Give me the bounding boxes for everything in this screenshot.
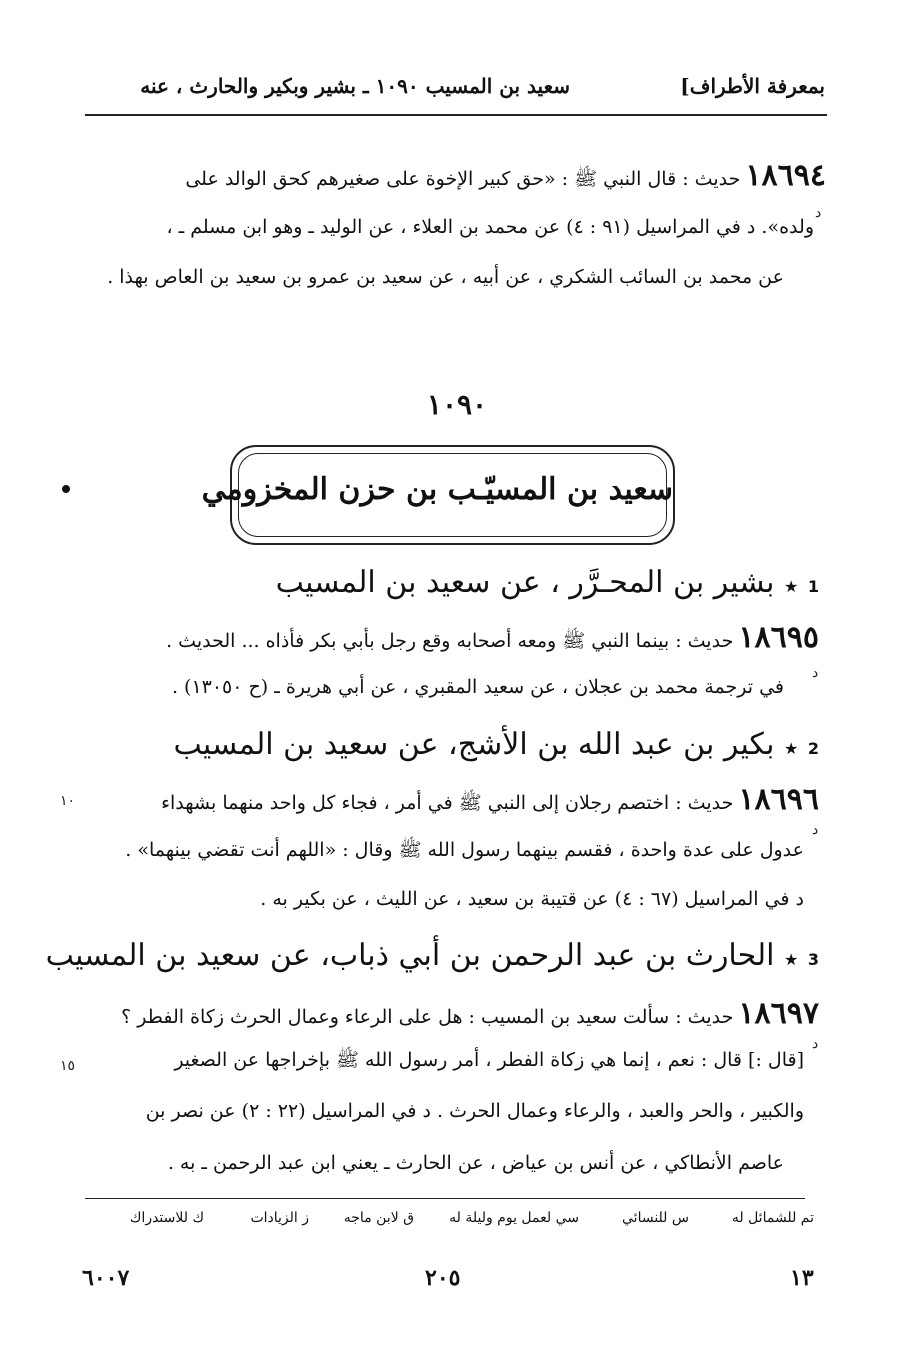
hadith-18695-line2: في ترجمة محمد بن عجلان ، عن سعيد المقبري ، عن أبي هريرة ـ (ح ١٣٠٥٠) . — [171, 676, 784, 698]
margin-d-mark: د — [815, 205, 822, 221]
line-number-10: ١٠ — [60, 793, 76, 809]
hadith-18697-line2: [قال :] قال : نعم ، إنما هي زكاة الفطر ، أمر رسول الله ﷺ بإخراجها عن الصغير — [174, 1049, 804, 1071]
hadith-number: ١٨٦٩٧ — [738, 996, 819, 1031]
siglum-istidrak: ك للاستدراك — [129, 1210, 204, 1226]
siglum-nasai: س للنسائي — [622, 1210, 689, 1226]
section-title: سعيد بن المسيّـب بن حزن المخزومي — [201, 472, 673, 507]
hadith-18697-line1 — [121, 996, 819, 1031]
hadith-18697-line4: عاصم الأنطاكي ، عن أنس بن عياض ، عن الحارث ـ يعني ابن عبد الرحمن ـ به . — [167, 1152, 784, 1174]
hadith-text: حديث : سألت سعيد بن المسيب : هل على الرعاء وعمال الحرث زكاة الفطر ؟ — [121, 1006, 734, 1028]
hadith-18697-line3: والكبير ، والحر والعبد ، والرعاء وعمال الحرث . د في المراسيل (٢٢ : ٢) عن نصر بن — [145, 1100, 804, 1122]
hadith-18695-line1 — [166, 620, 819, 657]
narrator-heading-2 — [173, 727, 819, 762]
narrator-title: بكير بن عبد الله بن الأشج، عن سعيد بن المسيب — [173, 727, 775, 762]
narrator-index: 3 — [807, 950, 819, 969]
narrator-title: بشير بن المحـرَّر ، عن سعيد بن المسيب — [275, 565, 775, 600]
margin-d-mark: د — [812, 1036, 819, 1052]
star-icon: ★ — [783, 739, 799, 758]
margin-d-mark: د — [812, 665, 819, 681]
section-number: ١٠٩٠ — [426, 388, 488, 421]
hadith-18694-line1 — [185, 158, 826, 195]
hadith-18696-line2: عدول على عدة واحدة ، فقسم بينهما رسول الله ﷺ وقال : «اللهم أنت تقضي بينهما» . — [125, 839, 804, 861]
narrator-index: 1 — [807, 577, 819, 596]
hadith-text: حديث : قال النبي ﷺ : «حق كبير الإخوة على صغيرهم كحق الوالد على — [185, 168, 741, 190]
hadith-text: حديث : اختصم رجلان إلى النبي ﷺ في أمر ، فجاء كل واحد منهما بشهداء — [161, 792, 734, 814]
line-number-15: ١٥ — [60, 1058, 76, 1074]
hadith-18694-line2: ولده». د في المراسيل (٩١ : ٤) عن محمد بن العلاء ، عن الوليد ـ وهو ابن مسلم ـ ، — [166, 216, 814, 238]
hadith-18696-line1 — [161, 782, 819, 819]
narrator-heading-3 — [46, 938, 819, 973]
hadith-18694-line3: عن محمد بن السائب الشكري ، عن أبيه ، عن سعيد بن عمرو بن سعيد بن العاص بهذا . — [107, 266, 784, 288]
header-rule — [85, 114, 827, 116]
hadith-number: ١٨٦٩٤ — [745, 158, 826, 193]
narrator-index: 2 — [807, 739, 819, 758]
siglum-ibn-majah: ق لابن ماجه — [343, 1210, 414, 1226]
narrator-heading-1 — [276, 565, 819, 600]
footer-volume-number: ٦٠٠٧ — [82, 1265, 130, 1291]
hadith-number: ١٨٦٩٥ — [738, 620, 819, 655]
hadith-number: ١٨٦٩٦ — [738, 782, 819, 817]
narrator-title: الحارث بن عبد الرحمن بن أبي ذباب، عن سعيد بن المسيب — [45, 938, 775, 973]
footer-part-number: ١٣ — [790, 1265, 814, 1291]
margin-dot — [62, 485, 70, 493]
running-header — [85, 70, 825, 110]
siglum-amal-yawm: سي لعمل يوم وليلة له — [449, 1210, 579, 1226]
star-icon: ★ — [783, 577, 799, 596]
siglum-shamail: تم للشمائل له — [731, 1210, 814, 1226]
hadith-18696-line3: د في المراسيل (٦٧ : ٤) عن قتيبة بن سعيد ، عن الليث ، عن بكير به . — [260, 888, 804, 910]
header-book-section: بمعرفة الأطراف] — [680, 74, 825, 98]
page-number: ٢٠٥ — [425, 1265, 461, 1291]
star-icon: ★ — [783, 950, 799, 969]
footer-rule — [85, 1198, 805, 1199]
margin-d-mark: د — [812, 822, 819, 838]
section-title-frame — [201, 445, 675, 545]
siglum-ziyadat: ز الزيادات — [250, 1210, 309, 1226]
header-topic: سعيد بن المسيب ١٠٩٠ ـ بشير وبكير والحارث ، عنه — [140, 74, 570, 98]
hadith-text: حديث : بينما النبي ﷺ ومعه أصحابه وقع رجل بأبي بكر فأذاه ... الحديث . — [166, 630, 734, 652]
